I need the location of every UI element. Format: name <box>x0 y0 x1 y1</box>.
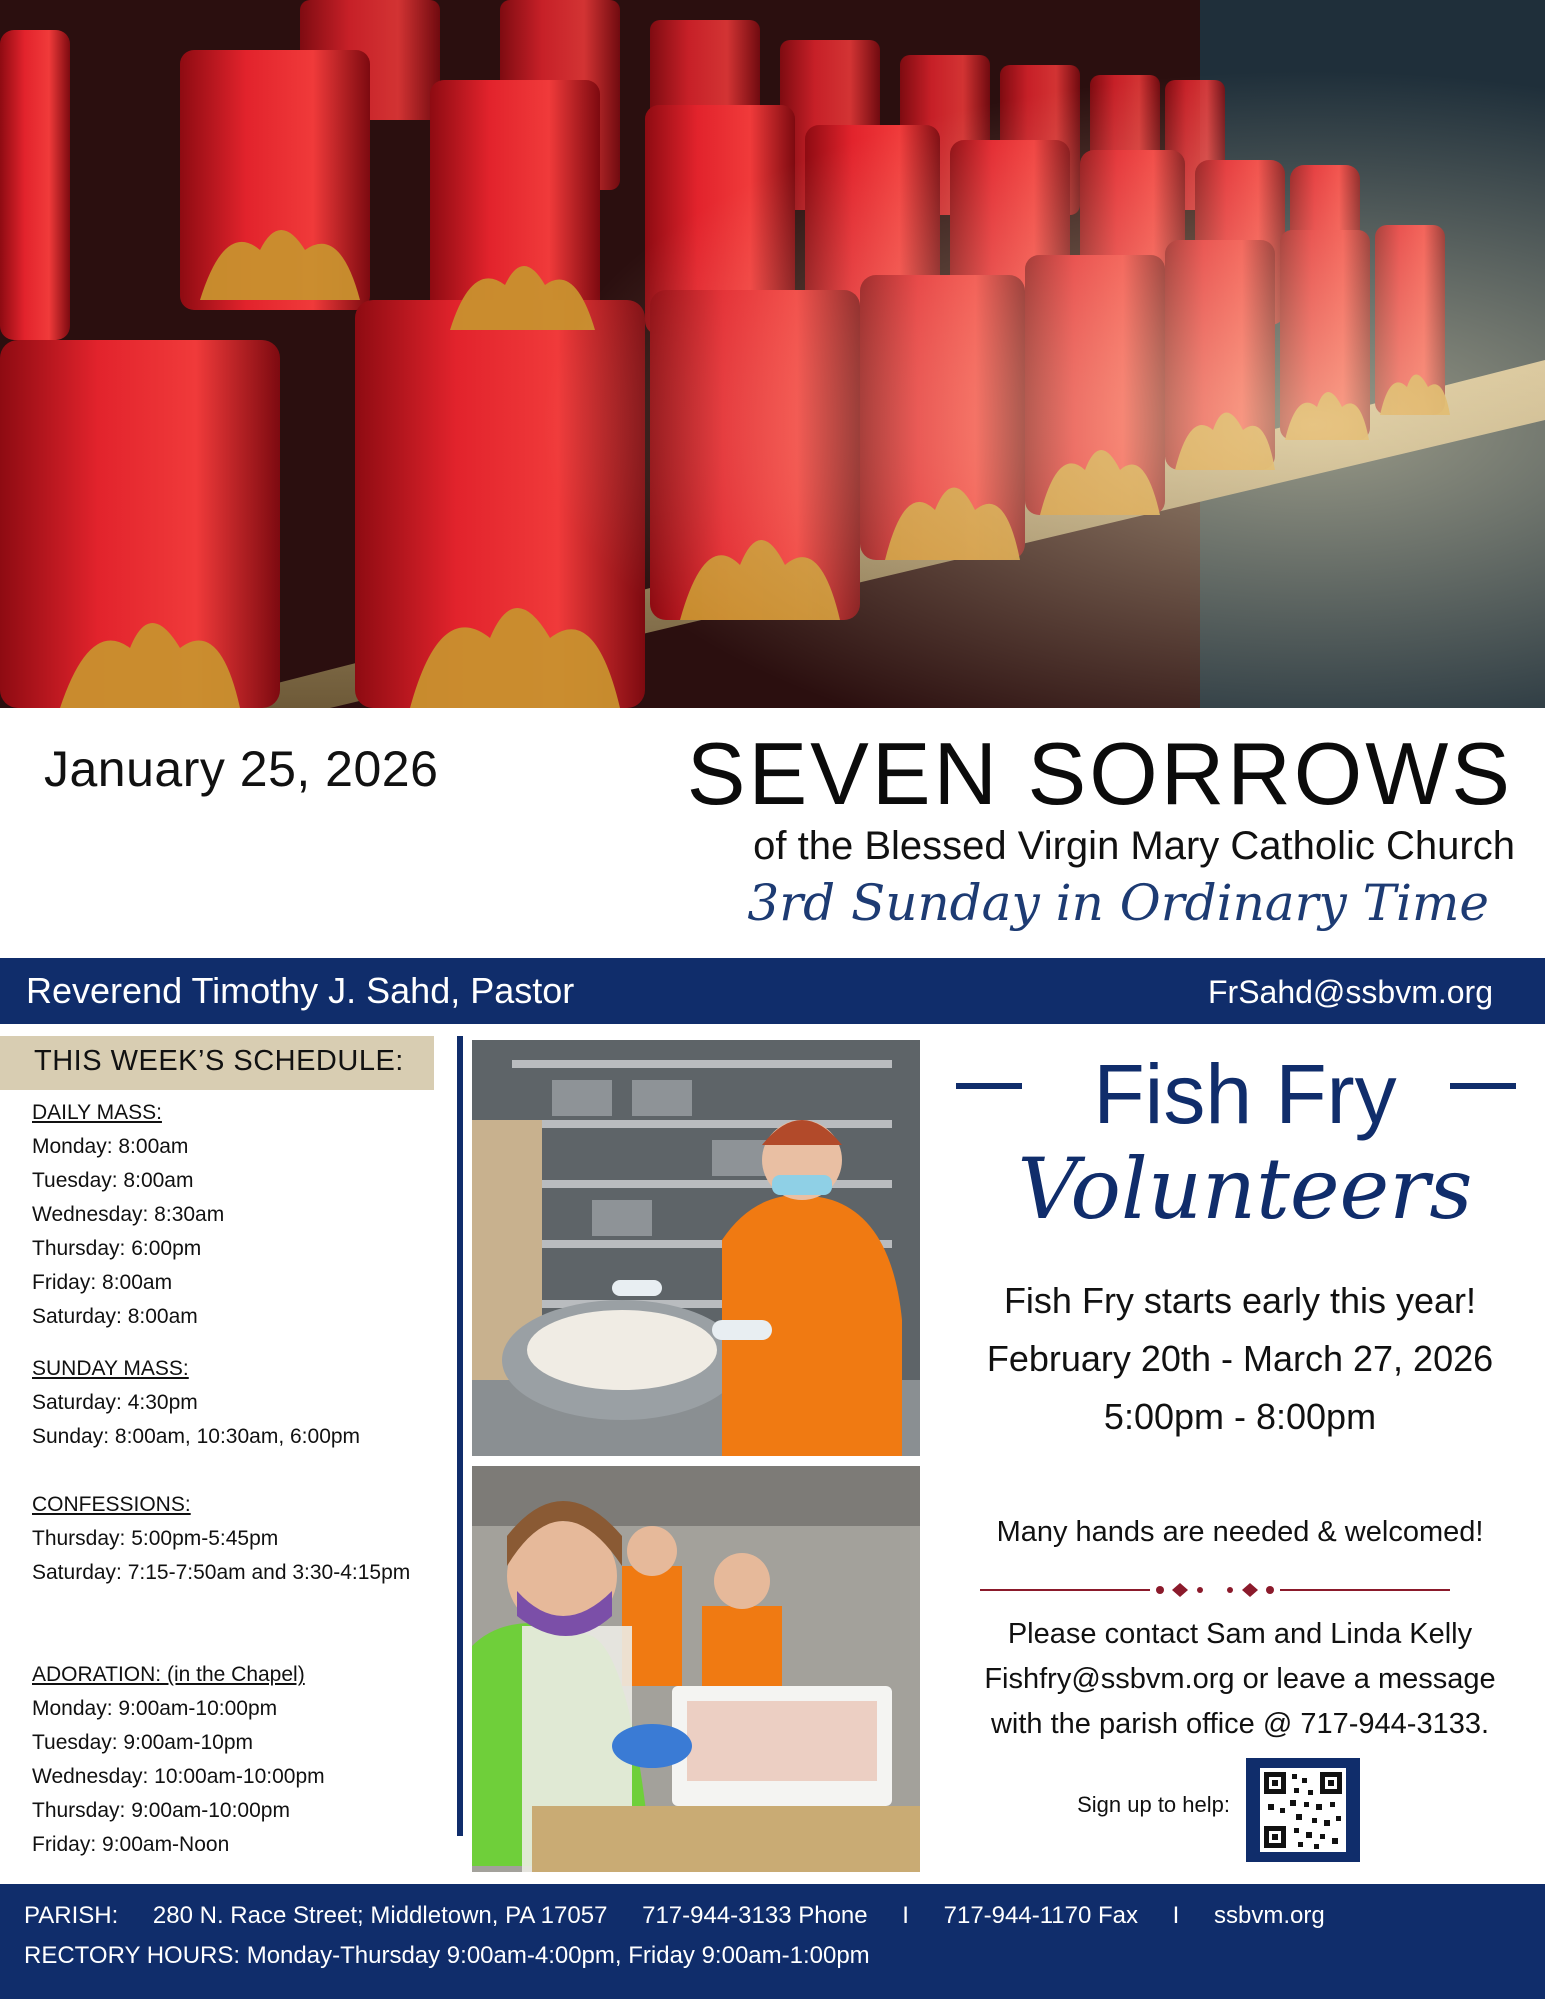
parish-website-link[interactable]: ssbvm.org <box>1214 1902 1325 1929</box>
contact-line: Fishfry@ssbvm.org or leave a message <box>984 1663 1496 1695</box>
church-name: SEVEN SORROWS <box>686 724 1513 823</box>
schedule-line: Tuesday: 8:00am <box>32 1169 194 1192</box>
schedule-header: THIS WEEK’S SCHEDULE: <box>0 1036 434 1090</box>
contact-line: with the parish office @ 717-944-3133. <box>990 1708 1490 1740</box>
schedule-line: Saturday: 7:15-7:50am and 3:30-4:15pm <box>32 1561 411 1584</box>
rectory-hours: RECTORY HOURS: Monday-Thursday 9:00am-4:00pm, Friday 9:00am-1:00pm <box>24 1942 870 1969</box>
weekly-schedule <box>0 1036 450 1884</box>
adoration-section <box>32 1658 325 1862</box>
fish-fry-intro: Fish Fry starts early this year! <box>1003 1280 1477 1321</box>
schedule-line: Friday: 9:00am-Noon <box>32 1833 230 1856</box>
help-needed: Many hands are needed & welcomed! <box>996 1516 1484 1548</box>
parish-address: 280 N. Race Street; Middletown, PA 17057 <box>152 1902 608 1929</box>
schedule-line: Saturday: 4:30pm <box>32 1391 198 1414</box>
daily-mass-section <box>32 1096 224 1334</box>
signup-qr-code[interactable] <box>1246 1758 1360 1862</box>
sunday-mass-title: SUNDAY MASS: <box>32 1357 189 1380</box>
schedule-line: Wednesday: 8:30am <box>32 1203 225 1226</box>
footer-contact-row <box>24 1902 1353 1930</box>
parish-fax: 717-944-1170 Fax <box>943 1902 1138 1929</box>
schedule-line: Thursday: 5:00pm-5:45pm <box>32 1527 279 1550</box>
hero-candles-photo <box>0 0 1545 708</box>
confessions-title: CONFESSIONS: <box>32 1493 191 1516</box>
schedule-line: Thursday: 9:00am-10:00pm <box>32 1799 290 1822</box>
schedule-line: Sunday: 8:00am, 10:30am, 6:00pm <box>32 1425 361 1448</box>
schedule-line: Thursday: 6:00pm <box>32 1237 202 1260</box>
candles-illustration <box>0 0 1545 708</box>
fish-fry-title: Fish Fry <box>1093 1047 1397 1141</box>
bulletin-date: January 25, 2026 <box>44 741 439 797</box>
schedule-line: Saturday: 8:00am <box>32 1305 198 1328</box>
footer-separator: I <box>902 1902 909 1929</box>
footer-separator: I <box>1172 1902 1180 1929</box>
signup-label: Sign up to help: <box>1077 1792 1230 1817</box>
schedule-line: Monday: 9:00am-10:00pm <box>32 1697 278 1720</box>
church-subtitle: of the Blessed Virgin Mary Catholic Church <box>753 824 1515 868</box>
column-divider <box>457 1036 463 1836</box>
liturgical-occasion: 3rd Sunday in Ordinary Time <box>747 874 1489 932</box>
volunteers-title: Volunteers <box>1017 1140 1473 1238</box>
parish-label: PARISH: <box>24 1902 119 1929</box>
schedule-line: Tuesday: 9:00am-10pm <box>32 1731 254 1754</box>
parish-phone: 717-944-3133 Phone <box>642 1902 868 1929</box>
pastor-name: Reverend Timothy J. Sahd, Pastor <box>26 970 575 1011</box>
pastor-email-link[interactable]: FrSahd@ssbvm.org <box>1207 974 1493 1010</box>
qr-code-icon <box>1260 1768 1346 1852</box>
fish-fry-times: 5:00pm - 8:00pm <box>1103 1396 1377 1437</box>
schedule-line: Monday: 8:00am <box>32 1135 189 1158</box>
ornament-divider <box>980 1580 1450 1600</box>
contact-line: Please contact Sam and Linda Kelly <box>1007 1618 1473 1650</box>
schedule-line: Friday: 8:00am <box>32 1271 173 1294</box>
confessions-section <box>32 1488 410 1590</box>
parish-footer <box>0 1884 1545 1999</box>
adoration-title: ADORATION: (in the Chapel) <box>32 1663 305 1686</box>
sunday-mass-section <box>32 1352 360 1454</box>
schedule-line: Wednesday: 10:00am-10:00pm <box>32 1765 325 1788</box>
pastor-bar <box>0 958 1545 1024</box>
volunteer-photo-kitchen <box>472 1040 920 1456</box>
fish-fry-dates: February 20th - March 27, 2026 <box>986 1338 1494 1379</box>
volunteer-photo-breading <box>472 1466 920 1872</box>
daily-mass-title: DAILY MASS: <box>32 1101 162 1124</box>
